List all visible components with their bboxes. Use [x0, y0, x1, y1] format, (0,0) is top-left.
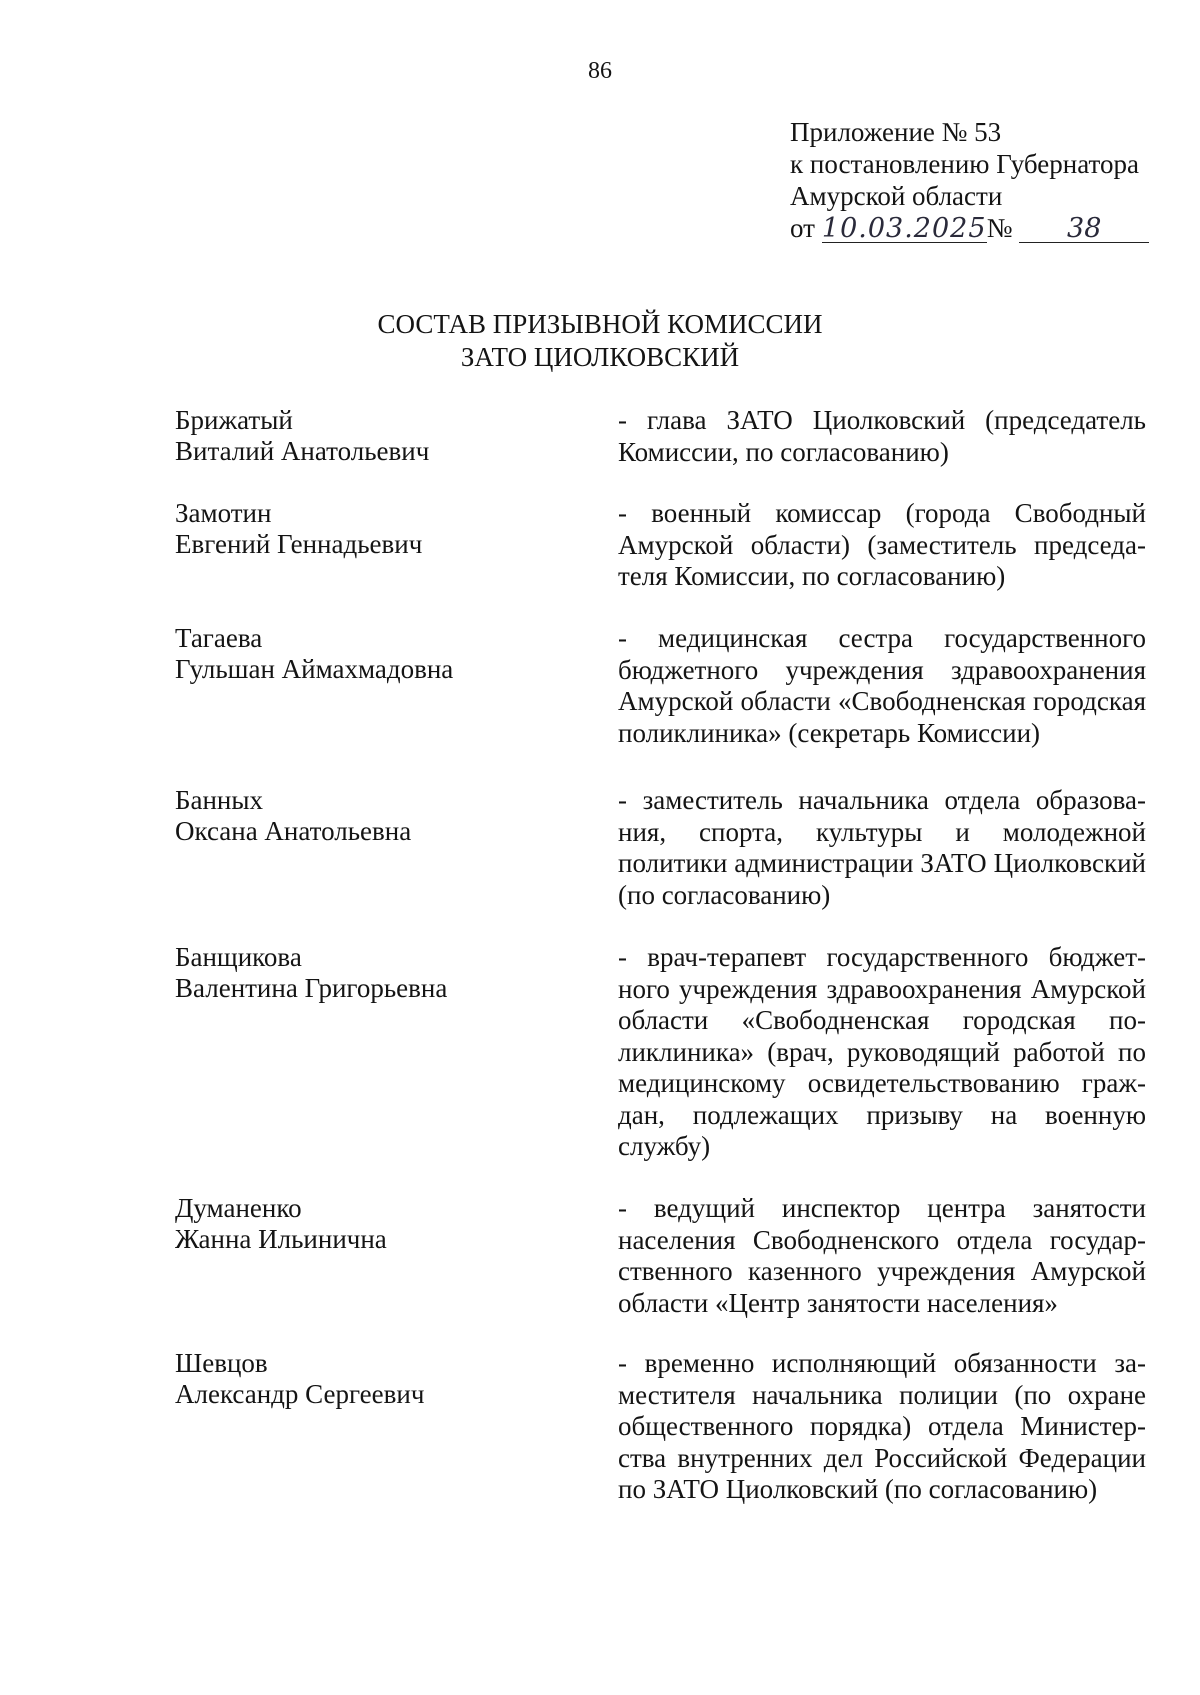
member-role: - ведущий инспектор центра занятости населения Свободненского отдела государственного казенного учреждения Амурской области «Центр занятости населения» — [618, 1193, 1146, 1318]
member-role: - врач-терапевт государственного бюджетного учреждения здравоохранения Амурской области «Свободненская городская поликлиника» (врач, руководящий работой по медицинскому освидетельствованию граждан, подлежащих призыву на военную службу) — [618, 942, 1146, 1161]
appendix-region: Амурской области — [790, 181, 1003, 211]
handwritten-number: 38 — [1019, 216, 1149, 243]
member-name — [175, 1348, 575, 1410]
member-surname: Брижатый — [175, 405, 293, 435]
member-given-names: Гульшан Аймахмадовна — [175, 654, 454, 684]
document-title — [0, 308, 1200, 374]
member-given-names: Виталий Анатольевич — [175, 436, 430, 466]
member-given-names: Александр Сергеевич — [175, 1379, 425, 1409]
date-prefix: от — [790, 213, 815, 243]
member-given-names: Жанна Ильинична — [175, 1224, 387, 1254]
number-label: № — [986, 213, 1013, 243]
title-line-2: ЗАТО ЦИОЛКОВСКИЙ — [460, 342, 740, 372]
appendix-block — [790, 116, 1170, 244]
member-surname: Тагаева — [175, 623, 263, 653]
appendix-date-row — [790, 212, 1170, 244]
member-role: - военный комиссар (города Свободный Амурской области) (заместитель председателя Комиссии, по согласованию) — [618, 498, 1146, 591]
handwritten-date: 10.03.2025 — [821, 213, 987, 244]
member-surname: Банных — [175, 785, 264, 815]
member-surname: Банщикова — [175, 942, 302, 972]
member-given-names: Оксана Анатольевна — [175, 816, 412, 846]
member-surname: Шевцов — [175, 1348, 268, 1378]
page-number: 86 — [588, 58, 612, 84]
member-given-names: Евгений Геннадьевич — [175, 529, 423, 559]
member-role: - медицинская сестра государственного бюджетного учреждения здравоохранения Амурской области «Свободненская городская поликлиника» (секретарь Комиссии) — [618, 623, 1146, 748]
member-surname: Замотин — [175, 498, 272, 528]
member-name — [175, 405, 575, 467]
appendix-decree-ref: к постановлению Губернатора — [790, 149, 1139, 179]
member-name — [175, 623, 575, 685]
member-role: - глава ЗАТО Циолковский (председатель Комиссии, по согласованию) — [618, 405, 1146, 467]
member-given-names: Валентина Григорьевна — [175, 973, 448, 1003]
member-surname: Думаненко — [175, 1193, 302, 1223]
member-name — [175, 1193, 575, 1255]
member-name — [175, 785, 575, 847]
member-name — [175, 498, 575, 560]
appendix-title: Приложение № 53 — [790, 117, 1002, 147]
title-line-1: СОСТАВ ПРИЗЫВНОЙ КОМИССИИ — [377, 309, 823, 339]
member-role: - временно исполняющий обязанности заместителя начальника полиции (по охране общественного порядка) отдела Министерства внутренних дел Российской Федерации по ЗАТО Циолковский (по согласованию) — [618, 1348, 1146, 1504]
member-name — [175, 942, 575, 1004]
member-role: - заместитель начальника отдела образования, спорта, культуры и молодежной политики администрации ЗАТО Циолковский (по согласованию) — [618, 785, 1146, 910]
